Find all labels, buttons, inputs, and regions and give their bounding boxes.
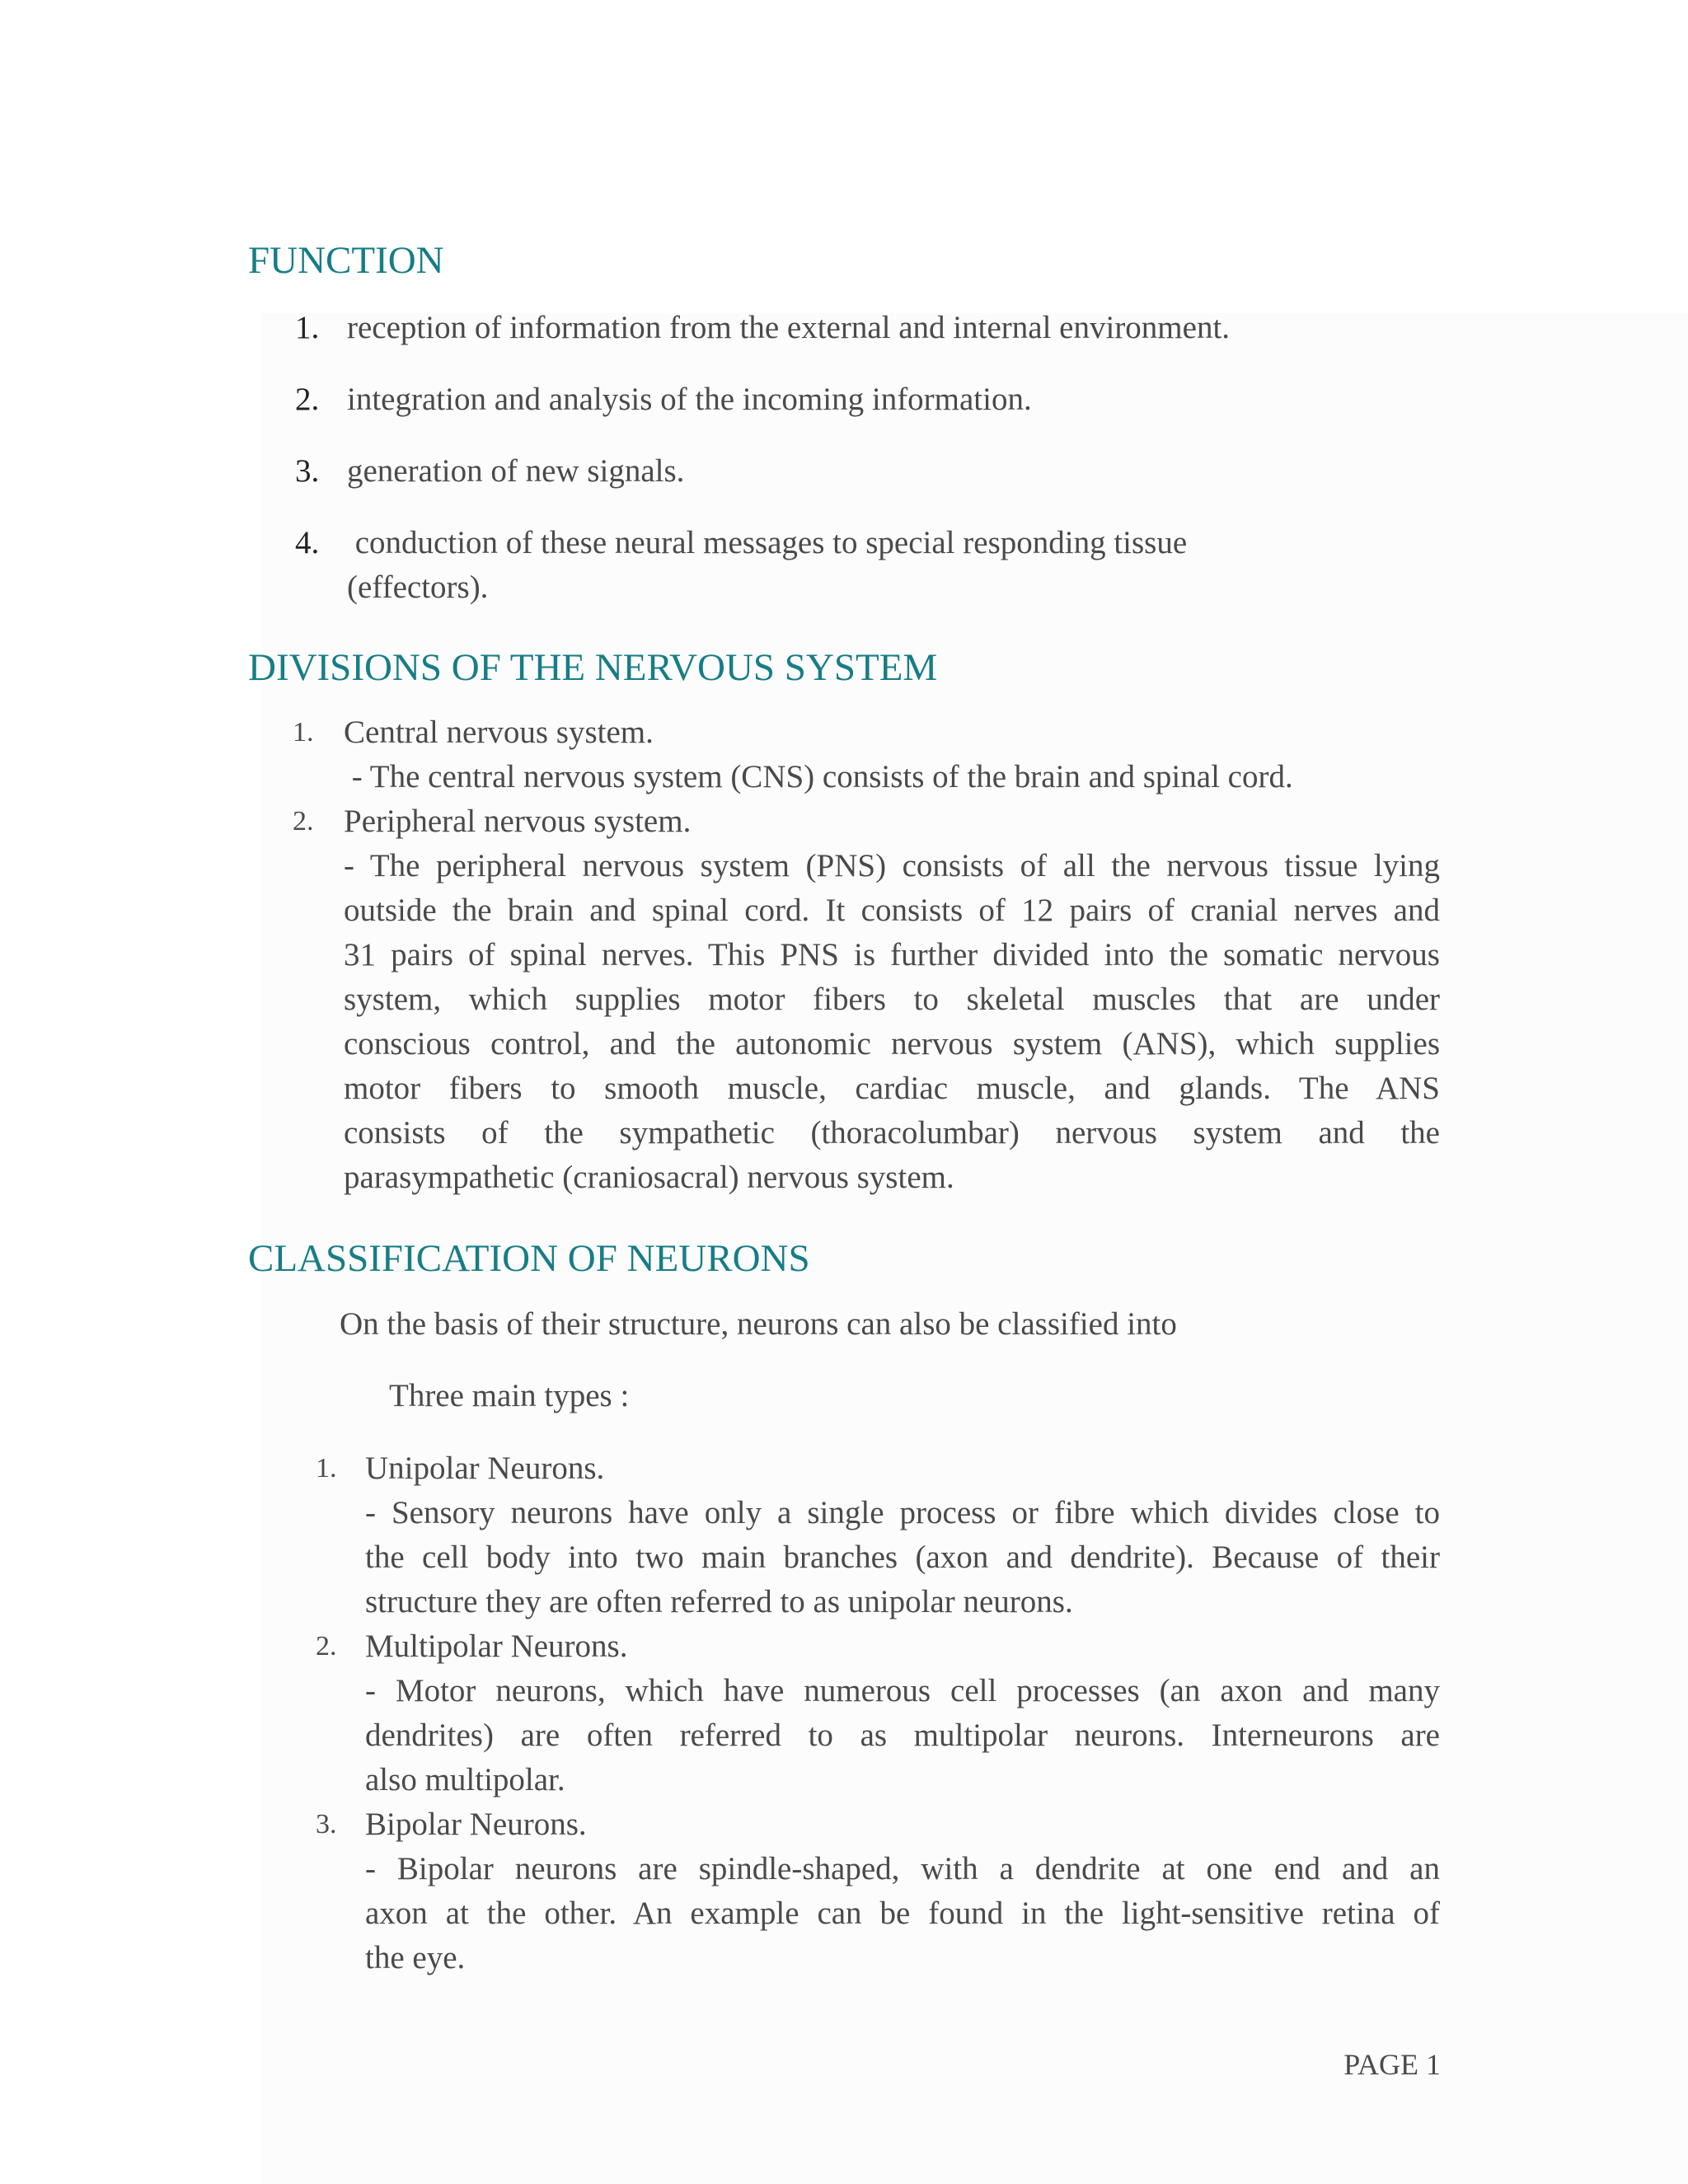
- section-heading-classification: CLASSIFICATION OF NEURONS: [248, 1237, 810, 1280]
- divisions-item-2-desc-line-7: consists of the sympathetic (thoracolumbar) nervous system and the: [344, 1115, 1440, 1151]
- page-number-label: PAGE 1: [1343, 2048, 1441, 2081]
- function-item-1-number: 1.: [295, 310, 320, 345]
- classification-item-1-desc-line-2: the cell body into two main branches (axon and dendrite). Because of their: [365, 1540, 1440, 1575]
- classification-item-3-desc-line-1: - Bipolar neurons are spindle-shaped, with a dendrite at one end and an: [365, 1851, 1440, 1886]
- divisions-item-2-desc-line-2: outside the brain and spinal cord. It consists of 12 pairs of cranial nerves and: [344, 893, 1440, 928]
- divisions-item-2-number: 2.: [293, 806, 314, 837]
- classification-item-2-desc-line-2: dendrites) are often referred to as multipolar neurons. Interneurons are: [365, 1718, 1440, 1753]
- divisions-item-2-desc-line-8: parasympathetic (craniosacral) nervous system.: [344, 1160, 954, 1195]
- classification-item-3-desc-line-3: the eye.: [365, 1940, 466, 1975]
- divisions-item-2-desc-line-5: conscious control, and the autonomic nervous system (ANS), which supplies: [344, 1026, 1440, 1062]
- classification-item-1-number: 1.: [316, 1453, 337, 1483]
- divisions-item-2-desc-line-3: 31 pairs of spinal nerves. This PNS is further divided into the somatic nervous: [344, 937, 1440, 972]
- function-item-4-text-line-1: conduction of these neural messages to special responding tissue: [347, 525, 1188, 560]
- classification-item-2-desc-line-1: - Motor neurons, which have numerous cell processes (an axon and many: [365, 1673, 1440, 1708]
- section-heading-function: FUNCTION: [248, 239, 444, 282]
- divisions-item-2-desc-line-1: - The peripheral nervous system (PNS) consists of all the nervous tissue lying: [344, 848, 1440, 883]
- classification-intro: On the basis of their structure, neurons can also be classified into: [340, 1306, 1177, 1342]
- classification-item-3-title: Bipolar Neurons.: [365, 1807, 587, 1842]
- function-item-4-number: 4.: [295, 525, 320, 560]
- function-item-2-number: 2.: [295, 382, 320, 417]
- function-item-2-text: integration and analysis of the incoming information.: [347, 382, 1032, 417]
- classification-item-2-desc-line-3: also multipolar.: [365, 1762, 565, 1797]
- divisions-item-1-number: 1.: [293, 717, 314, 748]
- function-item-4-text-line-2: (effectors).: [347, 569, 489, 605]
- function-item-3-number: 3.: [295, 453, 320, 489]
- classification-item-1-desc-line-1: - Sensory neurons have only a single process or fibre which divides close to: [365, 1495, 1440, 1530]
- classification-item-1-title: Unipolar Neurons.: [365, 1451, 605, 1486]
- classification-item-3-number: 3.: [316, 1809, 337, 1840]
- divisions-item-2-desc-line-6: motor fibers to smooth muscle, cardiac muscle, and glands. The ANS: [344, 1071, 1440, 1106]
- classification-item-1-desc-line-3: structure they are often referred to as unipolar neurons.: [365, 1584, 1073, 1619]
- divisions-item-2-title: Peripheral nervous system.: [344, 804, 692, 839]
- divisions-item-1-title: Central nervous system.: [344, 715, 654, 750]
- classification-item-2-number: 2.: [316, 1631, 337, 1661]
- section-heading-divisions: DIVISIONS OF THE NERVOUS SYSTEM: [248, 646, 938, 689]
- classification-subintro: Three main types :: [389, 1378, 630, 1413]
- classification-item-3-desc-line-2: axon at the other. An example can be found in the light-sensitive retina of: [365, 1896, 1440, 1931]
- divisions-item-2-desc-line-4: system, which supplies motor fibers to skeletal muscles that are under: [344, 982, 1440, 1017]
- function-item-1-text: reception of information from the external and internal environment.: [347, 310, 1231, 345]
- function-item-3-text: generation of new signals.: [347, 453, 685, 489]
- classification-item-2-title: Multipolar Neurons.: [365, 1629, 628, 1664]
- divisions-item-1-desc-line-1: - The central nervous system (CNS) consists of the brain and spinal cord.: [344, 759, 1293, 794]
